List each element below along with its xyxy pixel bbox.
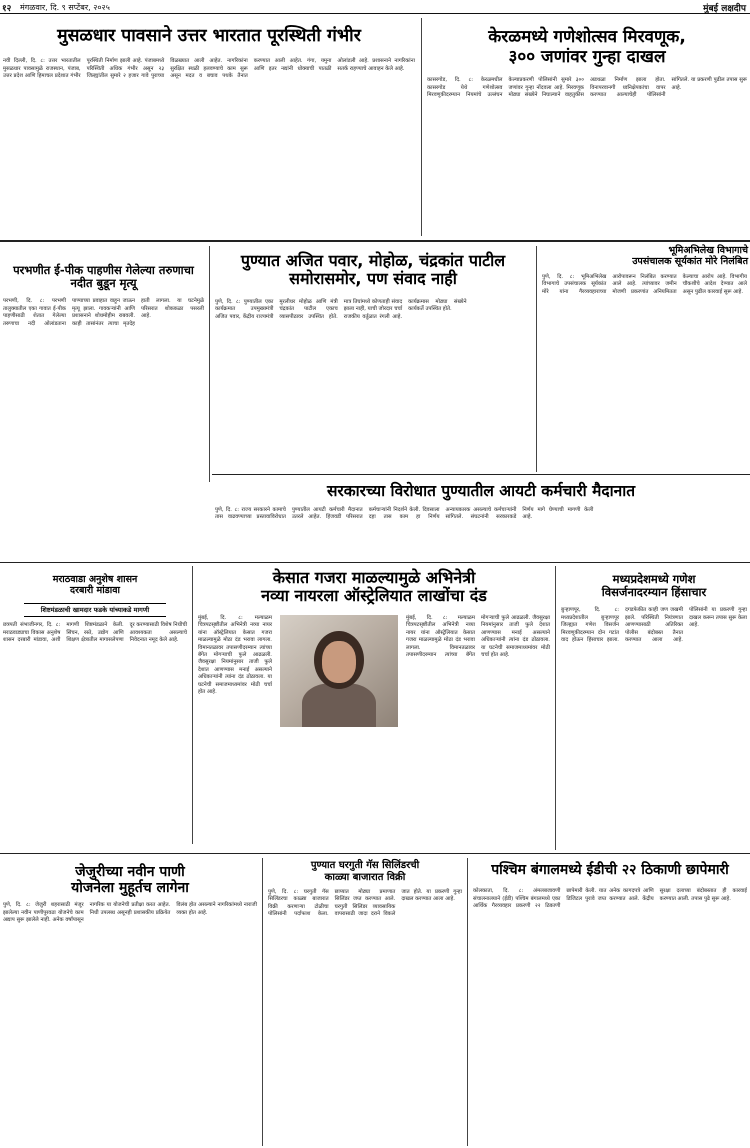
article-body: बुऱ्हाणपूर, दि. ८: मध्यप्रदेशातील बुऱ्हाणपूर जिल्ह्यात गणेश विसर्जन मिरवणुकीदरम्यान दोन गटांत वाद होऊन हिंसाचार झाला. दगडफेकीत काही जण जखमी झाले. परिस्थिती नियंत्रणात आणण्यासाठी अतिरिक्त पोलीस बंदोबस्त तैनात करण्यात आला आहे. पोलिसांनी या प्रकरणी गुन्हा दाखल करून तपास सुरू केला आहे. xyxy=(561,607,747,644)
article-bhumi-abhilekh xyxy=(539,244,750,474)
headline xyxy=(539,244,750,274)
headline: पुण्यात अजित पवार, मोहोळ, चंद्रकांत पाटील समोरासमोर, पण संवाद नाही xyxy=(240,251,506,289)
article-it-employees xyxy=(212,476,750,560)
photo-figure-face xyxy=(322,641,356,683)
article-body-continued: मुंबई, दि. ८: मल्याळम चित्रपटसृष्टीतील अभिनेत्री नव्या नायर यांना ऑस्ट्रेलियात केसात गजरा माळल्यामुळे मोठा दंड भरावा लागला. विमानतळावर तपासणीदरम्यान त्यांच्या बॅगेत मोगऱ्याची फुले आढळली. जैवसुरक्षा नियमांनुसार ताजी फुले देशात आणण्यास मनाई असल्याने अधिकाऱ्यांनी त्यांना दंड ठोठावला. या घटनेची समाजमाध्यमांवर मोठी चर्चा होत आहे. xyxy=(406,615,550,659)
headline-line-1: मध्यप्रदेशमध्ये गणेश xyxy=(612,572,696,586)
article-body: पुणे, दि. ८: भूमिअभिलेख विभागाचे उपसंचालक सूर्यकांत मोरे यांना गैरव्यवहाराच्या आरोपावरून निलंबित करण्यात आले आहे. त्यांच्यावर जमीन मोजणी प्रकरणांत अनियमितता केल्याचा आरोप आहे. विभागीय चौकशीचे आदेश देण्यात आले असून पुढील कारवाई सुरू आहे. xyxy=(542,273,747,295)
article-body: छत्रपती संभाजीनगर, दि. ८: मराठवाड्याचा विकास अनुशेष शासन दरबारी मांडावा, अशी मागणी शिष्टमंडळाने केली. सिंचन, रस्ते, उद्योग आणि शिक्षण क्षेत्रातील मागासलेपणा दूर करण्यासाठी विशेष निधीची आवश्यकता असल्याचे निवेदनात नमूद केले आहे. xyxy=(3,622,187,644)
section-rule xyxy=(212,474,750,475)
article-body: कासरगोड, दि. ८: केरळमधील कासरगोड येथे गणेशोत्सव मिरवणुकीदरम्यान नियमांचे उल्लंघन केल्याप्रकरणी पोलिसांनी सुमारे ३०० जणांवर गुन्हा नोंदवला आहे. मिरवणूक मोठ्या संख्येने निघाल्याने वाहतुकीस अडथळा निर्माण झाला होता. विनापरवानगी ध्वनिक्षेपकांचा वापर करण्यात आल्याचेही पोलिसांनी सांगितले. या प्रकरणी पुढील तपास सुरू आहे. xyxy=(427,77,747,98)
issue-date: मंगळवार, दि. ९ सप्टेंबर, २०२५ xyxy=(20,3,110,12)
headline-line-1: केसात गजरा माळल्यामुळे अभिनेत्री xyxy=(272,568,476,587)
column-rule xyxy=(467,858,468,1146)
article-body: कोलकाता, दि. ८: अंमलबजावणी संचालनालयाने (ईडी) पश्चिम बंगालमध्ये एका आर्थिक गैरव्यवहार प्रकरणी २२ ठिकाणी छापेमारी केली. यात अनेक कागदपत्रे आणि डिजिटल पुरावे जप्त करण्यात आले. केंद्रीय सुरक्षा दलाच्या बंदोबस्तात ही कारवाई करण्यात आली. तपास पुढे सुरू आहे. xyxy=(473,888,747,909)
column-rule xyxy=(555,566,556,850)
article-body: नवी दिल्ली, दि. ८: उत्तर भारतातील मुसळधार पावसामुळे राजस्थान, पंजाब, उत्तर प्रदेश आणि हिमाचल प्रदेशात गंभीर पूरस्थिती निर्माण झाली आहे. पंजाबमध्ये परिस्थिती अधिक गंभीर असून २३ जिल्ह्यांतील सुमारे २ हजार गावे पुराच्या विळख्यात आली आहेत. नागरिकांना सुरक्षित स्थळी हलवण्याचे काम सुरू असून मदत व बचाव पथके तैनात करण्यात आली आहेत. गंगा, यमुना आणि इतर नद्यांनी धोक्याची पातळी ओलांडली आहे. प्रशासनाने नागरिकांना सतर्क राहण्याचे आवाहन केले आहे. xyxy=(3,58,415,79)
article-madhya-pradesh xyxy=(558,565,750,850)
headline-line-2: नव्या नायरला ऑस्ट्रेलियात लाखोंचा दंड xyxy=(261,586,487,606)
page-number: १२ xyxy=(2,4,12,14)
headline: परभणीत ई-पीक पाहणीस गेलेल्या तरुणाचा नदीत बुडून मृत्यू xyxy=(13,263,194,291)
headline-line-2: दरबारी मांडावा xyxy=(70,584,120,596)
headline-line-2: काळ्या बाजारात विक्री xyxy=(324,871,406,883)
headline-line-2: विसर्जनादरम्यान हिंसाचार xyxy=(601,585,707,600)
headline: मुसळधार पावसाने उत्तर भारतात पूरस्थिती गंभीर xyxy=(57,26,361,46)
photo-figure-body xyxy=(302,683,376,727)
headline-line-1: भूमिअभिलेख विभागाचे xyxy=(668,245,748,256)
headline-line-1: मराठवाडा अनुशेष शासन xyxy=(52,574,138,585)
headline-line-2: ३०० जणांवर गुन्हा दाखल xyxy=(508,46,666,67)
article-parbhani xyxy=(0,244,207,484)
headline xyxy=(0,856,260,902)
article-body: पुणे, दि. ८: राज्य सरकारने कामाचे तास वाढवण्याच्या प्रस्तावाविरोधात पुण्यातील आयटी कर्मचारी मैदानात उतरले आहेत. हिंजवडी परिसरात कर्मचाऱ्यांनी निदर्शने केली. दिवसाला दहा तास काम हा निर्णय अन्यायकारक असल्याचे कर्मचाऱ्यांनी सांगितले. संघटनांनी सरकारकडे निर्णय मागे घेण्याची मागणी केली आहे. xyxy=(215,506,594,521)
headline: सरकारच्या विरोधात पुण्यातील आयटी कर्मचारी मैदानात xyxy=(326,482,636,500)
column-rule xyxy=(209,246,210,482)
column-rule xyxy=(536,246,537,472)
section-rule xyxy=(0,240,750,242)
article-kerala xyxy=(424,16,750,238)
headline xyxy=(195,565,553,612)
column-rule xyxy=(421,18,422,236)
article-ajit-pawar xyxy=(212,244,534,470)
column-rule xyxy=(192,566,193,844)
headline-line-1: जेजुरीच्या नवीन पाणी xyxy=(75,864,185,880)
headline-line-1: केरळमध्ये गणेशोत्सव मिरवणूक, xyxy=(488,27,686,47)
article-body: मुंबई, दि. ८: मल्याळम चित्रपटसृष्टीतील अभिनेत्री नव्या नायर यांना ऑस्ट्रेलियात केसात गजरा माळल्यामुळे मोठा दंड भरावा लागला. विमानतळावर तपासणीदरम्यान त्यांच्या बॅगेत मोगऱ्याची फुले आढळली. जैवसुरक्षा नियमांनुसार ताजी फुले देशात आणण्यास मनाई असल्याने अधिकाऱ्यांनी त्यांना दंड ठोठावला. या घटनेची समाजमाध्यमांवर मोठी चर्चा होत आहे. xyxy=(198,615,272,696)
subheadline: शिष्टमंडळाची खामदार फडके यांच्याकडे मागणी xyxy=(24,603,166,617)
headline: पश्चिम बंगालमध्ये ईडीची २२ ठिकाणी छापेमारी xyxy=(491,862,729,878)
page-masthead xyxy=(0,0,750,14)
article-gas-cylinder xyxy=(265,856,465,1148)
actress-photo xyxy=(280,615,398,727)
article-bengal-ed xyxy=(470,856,750,1148)
headline xyxy=(424,16,750,77)
headline-line-1: पुण्यात घरगुती गॅस सिलिंडरची xyxy=(310,860,420,871)
headline xyxy=(265,856,465,889)
article-body: पुणे, दि. ८: पुण्यातील एका कार्यक्रमात उपमुख्यमंत्री अजित पवार, केंद्रीय राज्यमंत्री मुरलीधर मोहोळ आणि मंत्री चंद्रकांत पाटील एकाच व्यासपीठावर उपस्थित होते. मात्र तिघांमध्ये कोणताही संवाद झाला नाही, याची जोरदार चर्चा राजकीय वर्तुळात रंगली आहे. कार्यक्रमास मोठ्या संख्येने कार्यकर्ते उपस्थित होते. xyxy=(215,298,467,320)
column-rule xyxy=(262,858,263,1146)
article-actress xyxy=(195,565,553,850)
article-jejuri xyxy=(0,856,260,1148)
headline xyxy=(558,565,750,607)
article-body: पुणे, दि. ८: जेजुरी शहरासाठी मंजूर झालेल्या नवीन पाणीपुरवठा योजनेचे काम अद्याप सुरू झालेले नाही. अनेक वर्षांपासून नागरिक या योजनेची प्रतीक्षा करत आहेत. निधी उपलब्ध असूनही प्रशासकीय प्रक्रियेत विलंब होत असल्याने नागरिकांमध्ये नाराजी व्यक्त होत आहे. xyxy=(3,902,257,923)
headline-line-2: उपसंचालक सूर्यकांत मोरे निलंबित xyxy=(632,255,748,267)
article-marathwada xyxy=(0,565,190,840)
section-rule xyxy=(0,853,750,854)
section-rule xyxy=(0,562,750,563)
headline-line-2: योजनेला मुहूर्तच लागेना xyxy=(71,880,189,897)
article-body: परभणी, दि. ८: परभणी तालुक्यातील एका गावात ई-पीक पाहणीसाठी शेतात गेलेल्या तरुणाचा नदी ओलांडताना पाण्याच्या प्रवाहात वाहून जाऊन मृत्यू झाला. गावकऱ्यांनी आणि प्रशासनाने शोधमोहीम राबवली. काही तासांनंतर त्याचा मृतदेह हाती लागला. या घटनेमुळे परिसरात शोककळा पसरली आहे. xyxy=(3,298,204,327)
newspaper-brand: मुंबई लक्षदीप xyxy=(703,4,746,14)
article-body: पुणे, दि. ८: घरगुती गॅस सिलिंडरचा काळ्या बाजारात विक्री करणाऱ्या टोळीचा पोलिसांनी पर्दाफाश केला. छाप्यात मोठ्या प्रमाणात सिलिंडर जप्त करण्यात आले. घरगुती सिलिंडर व्यावसायिक वापरासाठी जादा दराने विकले जात होते. या प्रकरणी गुन्हा दाखल करण्यात आला आहे. xyxy=(268,889,462,918)
headline xyxy=(0,565,190,601)
article-north-india xyxy=(0,16,418,238)
